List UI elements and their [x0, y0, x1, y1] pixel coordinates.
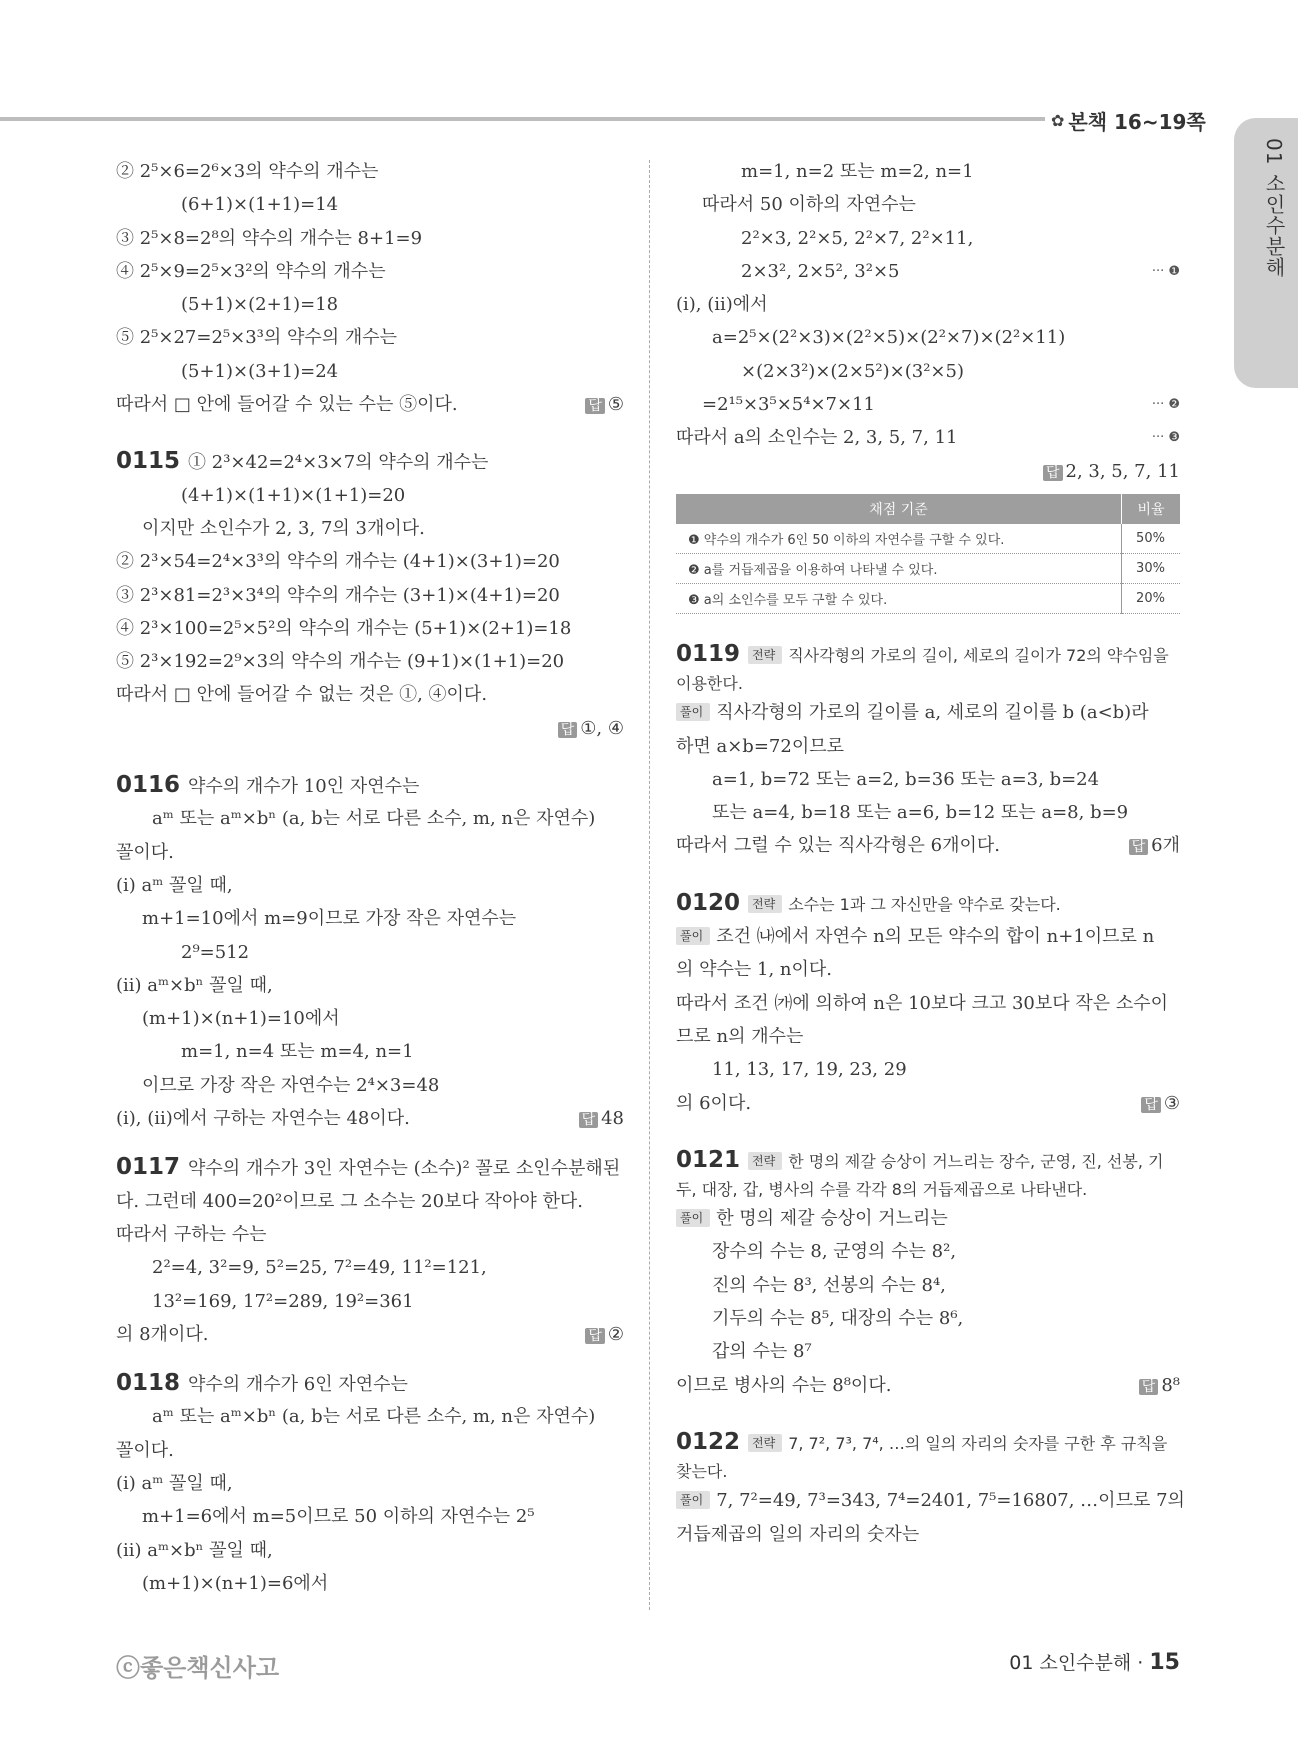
line-text: ③ 2³×81=2³×3⁴의 약수의 개수는 (3+1)×(4+1)=20 — [116, 584, 560, 606]
page-number: 15 — [1149, 1650, 1180, 1675]
text-line — [676, 155, 1180, 188]
chapter-side-tab — [1234, 118, 1298, 388]
spacer — [116, 745, 624, 769]
text-line — [676, 987, 1180, 1020]
line-text: ④ 2⁵×9=2⁵×3²의 약수의 개수는 — [116, 260, 386, 282]
right-column — [676, 155, 1185, 1551]
text-line — [116, 969, 624, 1002]
text-line — [676, 829, 1180, 862]
answer-value: ①, ④ — [580, 717, 624, 739]
problem-number: 0122 — [676, 1428, 741, 1455]
grading-row — [676, 524, 1180, 554]
text-line — [116, 1151, 624, 1184]
text-line — [676, 730, 1180, 763]
text-line — [676, 388, 1180, 421]
text-line — [116, 388, 624, 421]
text-line — [116, 1069, 624, 1102]
text-line — [116, 1218, 624, 1251]
spacer — [116, 1351, 624, 1367]
footer-chapter: 01 소인수분해 · — [1009, 1652, 1144, 1674]
text-line — [116, 1534, 624, 1567]
answer — [1043, 455, 1180, 490]
line-text: (4+1)×(1+1)×(1+1)=20 — [181, 484, 406, 506]
text-line — [116, 155, 624, 188]
problem-number: 0117 — [116, 1154, 181, 1181]
problem-number: 0119 — [676, 640, 741, 667]
line-text: 7, 7², 7³, 7⁴, …의 일의 자리의 숫자를 구한 후 규칙을 — [788, 1433, 1168, 1453]
line-text: 2⁹=512 — [181, 941, 250, 963]
line-text: m=1, n=4 또는 m=4, n=1 — [181, 1041, 414, 1063]
text-line — [116, 255, 624, 288]
text-line — [676, 1177, 1180, 1202]
answer-icon: 답 — [1141, 1097, 1161, 1113]
text-line — [116, 1185, 624, 1218]
text-line — [116, 836, 624, 869]
strategy-tag: 전략 — [748, 895, 782, 913]
line-text: ×(2×3²)×(2×5²)×(3²×5) — [741, 360, 964, 382]
text-line — [116, 1285, 624, 1318]
answer-icon: 답 — [585, 398, 605, 414]
answer — [585, 1318, 624, 1353]
spacer — [676, 1120, 1180, 1144]
answer-value: ⑤ — [607, 394, 624, 416]
line-text: ④ 2³×100=2⁵×5²의 약수의 개수는 (5+1)×(2+1)=18 — [116, 617, 572, 639]
grading-row — [676, 553, 1180, 583]
text-line — [116, 321, 624, 354]
line-text: 소수는 1과 그 자신만을 약수로 갖는다. — [788, 894, 1061, 914]
text-line — [116, 1367, 624, 1400]
text-line — [676, 321, 1180, 354]
text-line — [116, 1467, 624, 1500]
line-text: 약수의 개수가 6인 자연수는 — [188, 1374, 408, 1396]
grading-ratio: 20% — [1122, 583, 1181, 613]
line-text: (6+1)×(1+1)=14 — [181, 194, 339, 216]
text-line — [676, 1235, 1180, 1268]
text-line — [116, 769, 624, 802]
text-line — [676, 222, 1180, 255]
text-line — [676, 188, 1180, 221]
page-reference — [1045, 106, 1212, 135]
solution-tag: 풀이 — [676, 1209, 710, 1227]
answer — [585, 388, 624, 423]
text-line — [676, 1369, 1180, 1402]
chapter-tab-label: 01 소인수분해 — [1262, 138, 1286, 278]
solution-tag: 풀이 — [676, 703, 710, 721]
line-text: 의 6이다. — [676, 1092, 752, 1114]
solution-tag: 풀이 — [676, 927, 710, 945]
text-line — [676, 455, 1180, 488]
header-rule — [0, 117, 1190, 121]
text-line — [116, 612, 624, 645]
line-text: 직사각형의 가로의 길이, 세로의 길이가 72의 약수임을 — [788, 645, 1169, 665]
line-text: 이지만 소인수가 2, 3, 7의 3개이다. — [142, 517, 425, 539]
text-line — [676, 1426, 1180, 1459]
flower-icon: ✿ — [1051, 111, 1065, 130]
step-marker: ··· ❸ — [1151, 430, 1180, 446]
text-line — [116, 645, 624, 678]
line-text: 조건 ㈏에서 자연수 n의 모든 약수의 합이 n+1이므로 n — [716, 926, 1155, 948]
grading-ratio: 50% — [1122, 524, 1181, 554]
answer-icon: 답 — [579, 1112, 599, 1128]
text-line — [116, 712, 624, 745]
line-text: 7, 7²=49, 7³=343, 7⁴=2401, 7⁵=16807, …이므로 7의 — [716, 1490, 1185, 1512]
text-line — [676, 1518, 1180, 1551]
grading-header-criteria: 채점 기준 — [676, 494, 1122, 524]
solution-tag: 풀이 — [676, 1491, 710, 1509]
line-text: =2¹⁵×3⁵×5⁴×7×11 — [702, 394, 875, 416]
text-line — [116, 1434, 624, 1467]
text-line — [676, 288, 1180, 321]
line-text: (m+1)×(n+1)=6에서 — [142, 1572, 329, 1594]
text-line — [116, 288, 624, 321]
line-text: 꼴이다. — [116, 1439, 174, 1461]
grading-table — [676, 494, 1180, 614]
grading-criteria: ❸ a의 소인수를 모두 구할 수 있다. — [676, 583, 1122, 613]
text-line — [676, 696, 1180, 729]
problem-number: 0118 — [116, 1370, 181, 1397]
text-line — [676, 1302, 1180, 1335]
text-line — [676, 355, 1180, 388]
text-line — [116, 479, 624, 512]
line-text: 또는 a=4, b=18 또는 a=6, b=12 또는 a=8, b=9 — [712, 802, 1129, 824]
text-line — [676, 763, 1180, 796]
text-line — [116, 1251, 624, 1284]
text-line — [676, 953, 1180, 986]
text-line — [116, 355, 624, 388]
text-line — [116, 678, 624, 711]
line-text: 따라서 그럴 수 있는 직사각형은 6개이다. — [676, 835, 1000, 857]
line-text: (ⅱ) aᵐ×bⁿ 꼴일 때, — [116, 974, 273, 996]
right-column-top — [676, 155, 1180, 488]
answer — [1141, 1087, 1180, 1122]
text-line — [676, 1459, 1180, 1484]
line-text: (ⅰ), (ⅱ)에서 구하는 자연수는 48이다. — [116, 1108, 410, 1130]
line-text: aᵐ 또는 aᵐ×bⁿ (a, b는 서로 다른 소수, m, n은 자연수) — [152, 808, 596, 830]
line-text: (m+1)×(n+1)=10에서 — [142, 1008, 340, 1030]
line-text: 13²=169, 17²=289, 19²=361 — [152, 1290, 414, 1312]
line-text: 의 약수는 1, n이다. — [676, 959, 832, 981]
line-text: (5+1)×(2+1)=18 — [181, 294, 339, 316]
text-line — [116, 579, 624, 612]
text-line — [676, 1020, 1180, 1053]
line-text: ③ 2⁵×8=2⁸의 약수의 개수는 8+1=9 — [116, 227, 423, 249]
line-text: 따라서 구하는 수는 — [116, 1223, 267, 1245]
problem-number: 0121 — [676, 1146, 741, 1173]
line-text: 2×3², 2×5², 3²×5 — [741, 260, 900, 282]
line-text: 한 명의 제갈 승상이 거느리는 장수, 군영, 진, 선봉, 기 — [788, 1151, 1164, 1171]
line-text: 하면 a×b=72이므로 — [676, 735, 844, 757]
step-marker: ··· ❷ — [1151, 397, 1180, 413]
grading-criteria: ❶ 약수의 개수가 6인 50 이하의 자연수를 구할 수 있다. — [676, 524, 1122, 554]
text-line — [676, 887, 1180, 920]
line-text: 2²×3, 2²×5, 2²×7, 2²×11, — [741, 227, 974, 249]
line-text: 따라서 a의 소인수는 2, 3, 5, 7, 11 — [676, 427, 958, 449]
answer-icon: 답 — [1043, 465, 1063, 481]
problem-number: 0116 — [116, 772, 181, 799]
line-text: 다. 그런데 400=20²이므로 그 소수는 20보다 작아야 한다. — [116, 1190, 583, 1212]
line-text: m+1=6에서 m=5이므로 50 이하의 자연수는 2⁵ — [142, 1506, 535, 1528]
line-text: 이므로 가장 작은 자연수는 2⁴×3=48 — [142, 1074, 440, 1096]
text-line — [116, 936, 624, 969]
text-line — [116, 1102, 624, 1135]
answer-icon: 답 — [558, 722, 578, 738]
answer — [558, 712, 624, 747]
text-line — [676, 671, 1180, 696]
text-line — [676, 1144, 1180, 1177]
line-text: (ⅰ) aᵐ 꼴일 때, — [116, 874, 233, 896]
answer-icon: 답 — [585, 1328, 605, 1344]
line-text: ⑤ 2⁵×27=2⁵×3³의 약수의 개수는 — [116, 327, 398, 349]
line-text: 찾는다. — [676, 1462, 728, 1482]
line-text: 한 명의 제갈 승상이 거느리는 — [716, 1208, 948, 1230]
text-line — [116, 1567, 624, 1600]
text-line — [116, 445, 624, 478]
right-column-bottom — [676, 614, 1185, 1551]
text-line — [116, 802, 624, 835]
text-line — [676, 421, 1180, 454]
line-text: (ⅰ) aᵐ 꼴일 때, — [116, 1472, 233, 1494]
answer — [579, 1102, 624, 1137]
text-line — [676, 1087, 1180, 1120]
problem-number: 0115 — [116, 448, 181, 475]
text-line — [116, 512, 624, 545]
line-text: ⑤ 2³×192=2⁹×3의 약수의 개수는 (9+1)×(1+1)=20 — [116, 651, 565, 673]
grading-criteria: ❷ a를 거듭제곱을 이용하여 나타낼 수 있다. — [676, 553, 1122, 583]
line-text: ② 2⁵×6=2⁶×3의 약수의 개수는 — [116, 161, 379, 182]
line-text: 약수의 개수가 3인 자연수는 (소수)² 꼴로 소인수분해된 — [188, 1158, 621, 1180]
line-text: 2²=4, 3²=9, 5²=25, 7²=49, 11²=121, — [152, 1257, 487, 1279]
spacer — [676, 614, 1180, 638]
answer-value: 2, 3, 5, 7, 11 — [1065, 460, 1180, 482]
line-text: (ⅰ), (ⅱ)에서 — [676, 294, 768, 316]
page-reference-label: 본책 16~19쪽 — [1068, 110, 1206, 134]
line-text: 11, 13, 17, 19, 23, 29 — [712, 1059, 907, 1081]
publisher-logo: ⓒ좋은책신사고 — [116, 1654, 280, 1682]
text-line — [116, 222, 624, 255]
answer-value: ③ — [1163, 1092, 1180, 1114]
spacer — [116, 1135, 624, 1151]
line-text: 따라서 조건 ㈎에 의하여 n은 10보다 크고 30보다 작은 소수이 — [676, 992, 1169, 1014]
line-text: 기두의 수는 8⁵, 대장의 수는 8⁶, — [712, 1308, 964, 1330]
line-text: ② 2³×54=2⁴×3³의 약수의 개수는 (4+1)×(3+1)=20 — [116, 551, 560, 573]
text-line — [676, 796, 1180, 829]
answer-value: ② — [607, 1323, 624, 1345]
line-text: 직사각형의 가로의 길이를 a, 세로의 길이를 b (a<b)라 — [716, 702, 1149, 724]
line-text: 므로 n의 개수는 — [676, 1025, 804, 1047]
step-marker: ··· ❶ — [1151, 263, 1180, 279]
text-line — [676, 920, 1180, 953]
text-line — [116, 1002, 624, 1035]
line-text: a=2⁵×(2²×3)×(2²×5)×(2²×7)×(2²×11) — [712, 327, 1066, 349]
line-text: 갑의 수는 8⁷ — [712, 1341, 812, 1363]
left-column — [116, 155, 624, 1600]
grading-header-ratio: 비율 — [1122, 494, 1181, 524]
strategy-tag: 전략 — [748, 646, 782, 664]
text-line — [116, 902, 624, 935]
text-line — [116, 869, 624, 902]
line-text: 거듭제곱의 일의 자리의 숫자는 — [676, 1523, 920, 1545]
line-text: 따라서 □ 안에 들어갈 수 없는 것은 ①, ④이다. — [116, 684, 488, 706]
spacer — [116, 421, 624, 445]
spacer — [676, 1402, 1180, 1426]
text-line — [676, 1202, 1180, 1235]
answer — [1139, 1369, 1180, 1404]
line-text: (ⅱ) aᵐ×bⁿ 꼴일 때, — [116, 1539, 273, 1561]
line-text: 꼴이다. — [116, 841, 174, 863]
grading-ratio: 30% — [1122, 553, 1181, 583]
line-text: 두, 대장, 갑, 병사의 수를 각각 8의 거듭제곱으로 나타낸다. — [676, 1180, 1088, 1200]
line-text: a=1, b=72 또는 a=2, b=36 또는 a=3, b=24 — [712, 768, 1100, 790]
line-text: 이용한다. — [676, 674, 743, 694]
text-line — [116, 1400, 624, 1433]
answer-icon: 답 — [1139, 1379, 1159, 1395]
answer — [1129, 829, 1180, 864]
line-text: m=1, n=2 또는 m=2, n=1 — [741, 161, 974, 182]
text-line — [676, 255, 1180, 288]
spacer — [676, 863, 1180, 887]
line-text: 약수의 개수가 10인 자연수는 — [188, 776, 420, 798]
line-text: m+1=10에서 m=9이므로 가장 작은 자연수는 — [142, 908, 517, 930]
line-text: 이므로 병사의 수는 8⁸이다. — [676, 1374, 892, 1396]
answer-value: 6개 — [1151, 835, 1180, 857]
text-line — [676, 1053, 1180, 1086]
problem-number: 0120 — [676, 889, 741, 916]
line-text: ① 2³×42=2⁴×3×7의 약수의 개수는 — [188, 452, 489, 474]
text-line — [116, 1035, 624, 1068]
text-line — [676, 1484, 1185, 1517]
line-text: aᵐ 또는 aᵐ×bⁿ (a, b는 서로 다른 소수, m, n은 자연수) — [152, 1406, 596, 1428]
text-line — [676, 1335, 1180, 1368]
line-text: 진의 수는 8³, 선봉의 수는 8⁴, — [712, 1274, 946, 1296]
answer-value: 8⁸ — [1161, 1374, 1180, 1396]
strategy-tag: 전략 — [748, 1152, 782, 1170]
page-footer — [1009, 1648, 1180, 1675]
line-text: 따라서 □ 안에 들어갈 수 있는 수는 ⑤이다. — [116, 394, 458, 416]
text-line — [676, 1269, 1180, 1302]
text-line — [116, 188, 624, 221]
answer-value: 48 — [601, 1108, 624, 1130]
answer-icon: 답 — [1129, 839, 1149, 855]
line-text: (5+1)×(3+1)=24 — [181, 360, 339, 382]
line-text: 의 8개이다. — [116, 1323, 209, 1345]
grading-row — [676, 583, 1180, 613]
line-text: 장수의 수는 8, 군영의 수는 8², — [712, 1241, 957, 1263]
text-line — [116, 545, 624, 578]
strategy-tag: 전략 — [748, 1434, 782, 1452]
text-line — [676, 638, 1180, 671]
line-text: 따라서 50 이하의 자연수는 — [702, 194, 916, 216]
column-divider — [649, 160, 650, 1610]
text-line — [116, 1500, 624, 1533]
text-line — [116, 1318, 624, 1351]
